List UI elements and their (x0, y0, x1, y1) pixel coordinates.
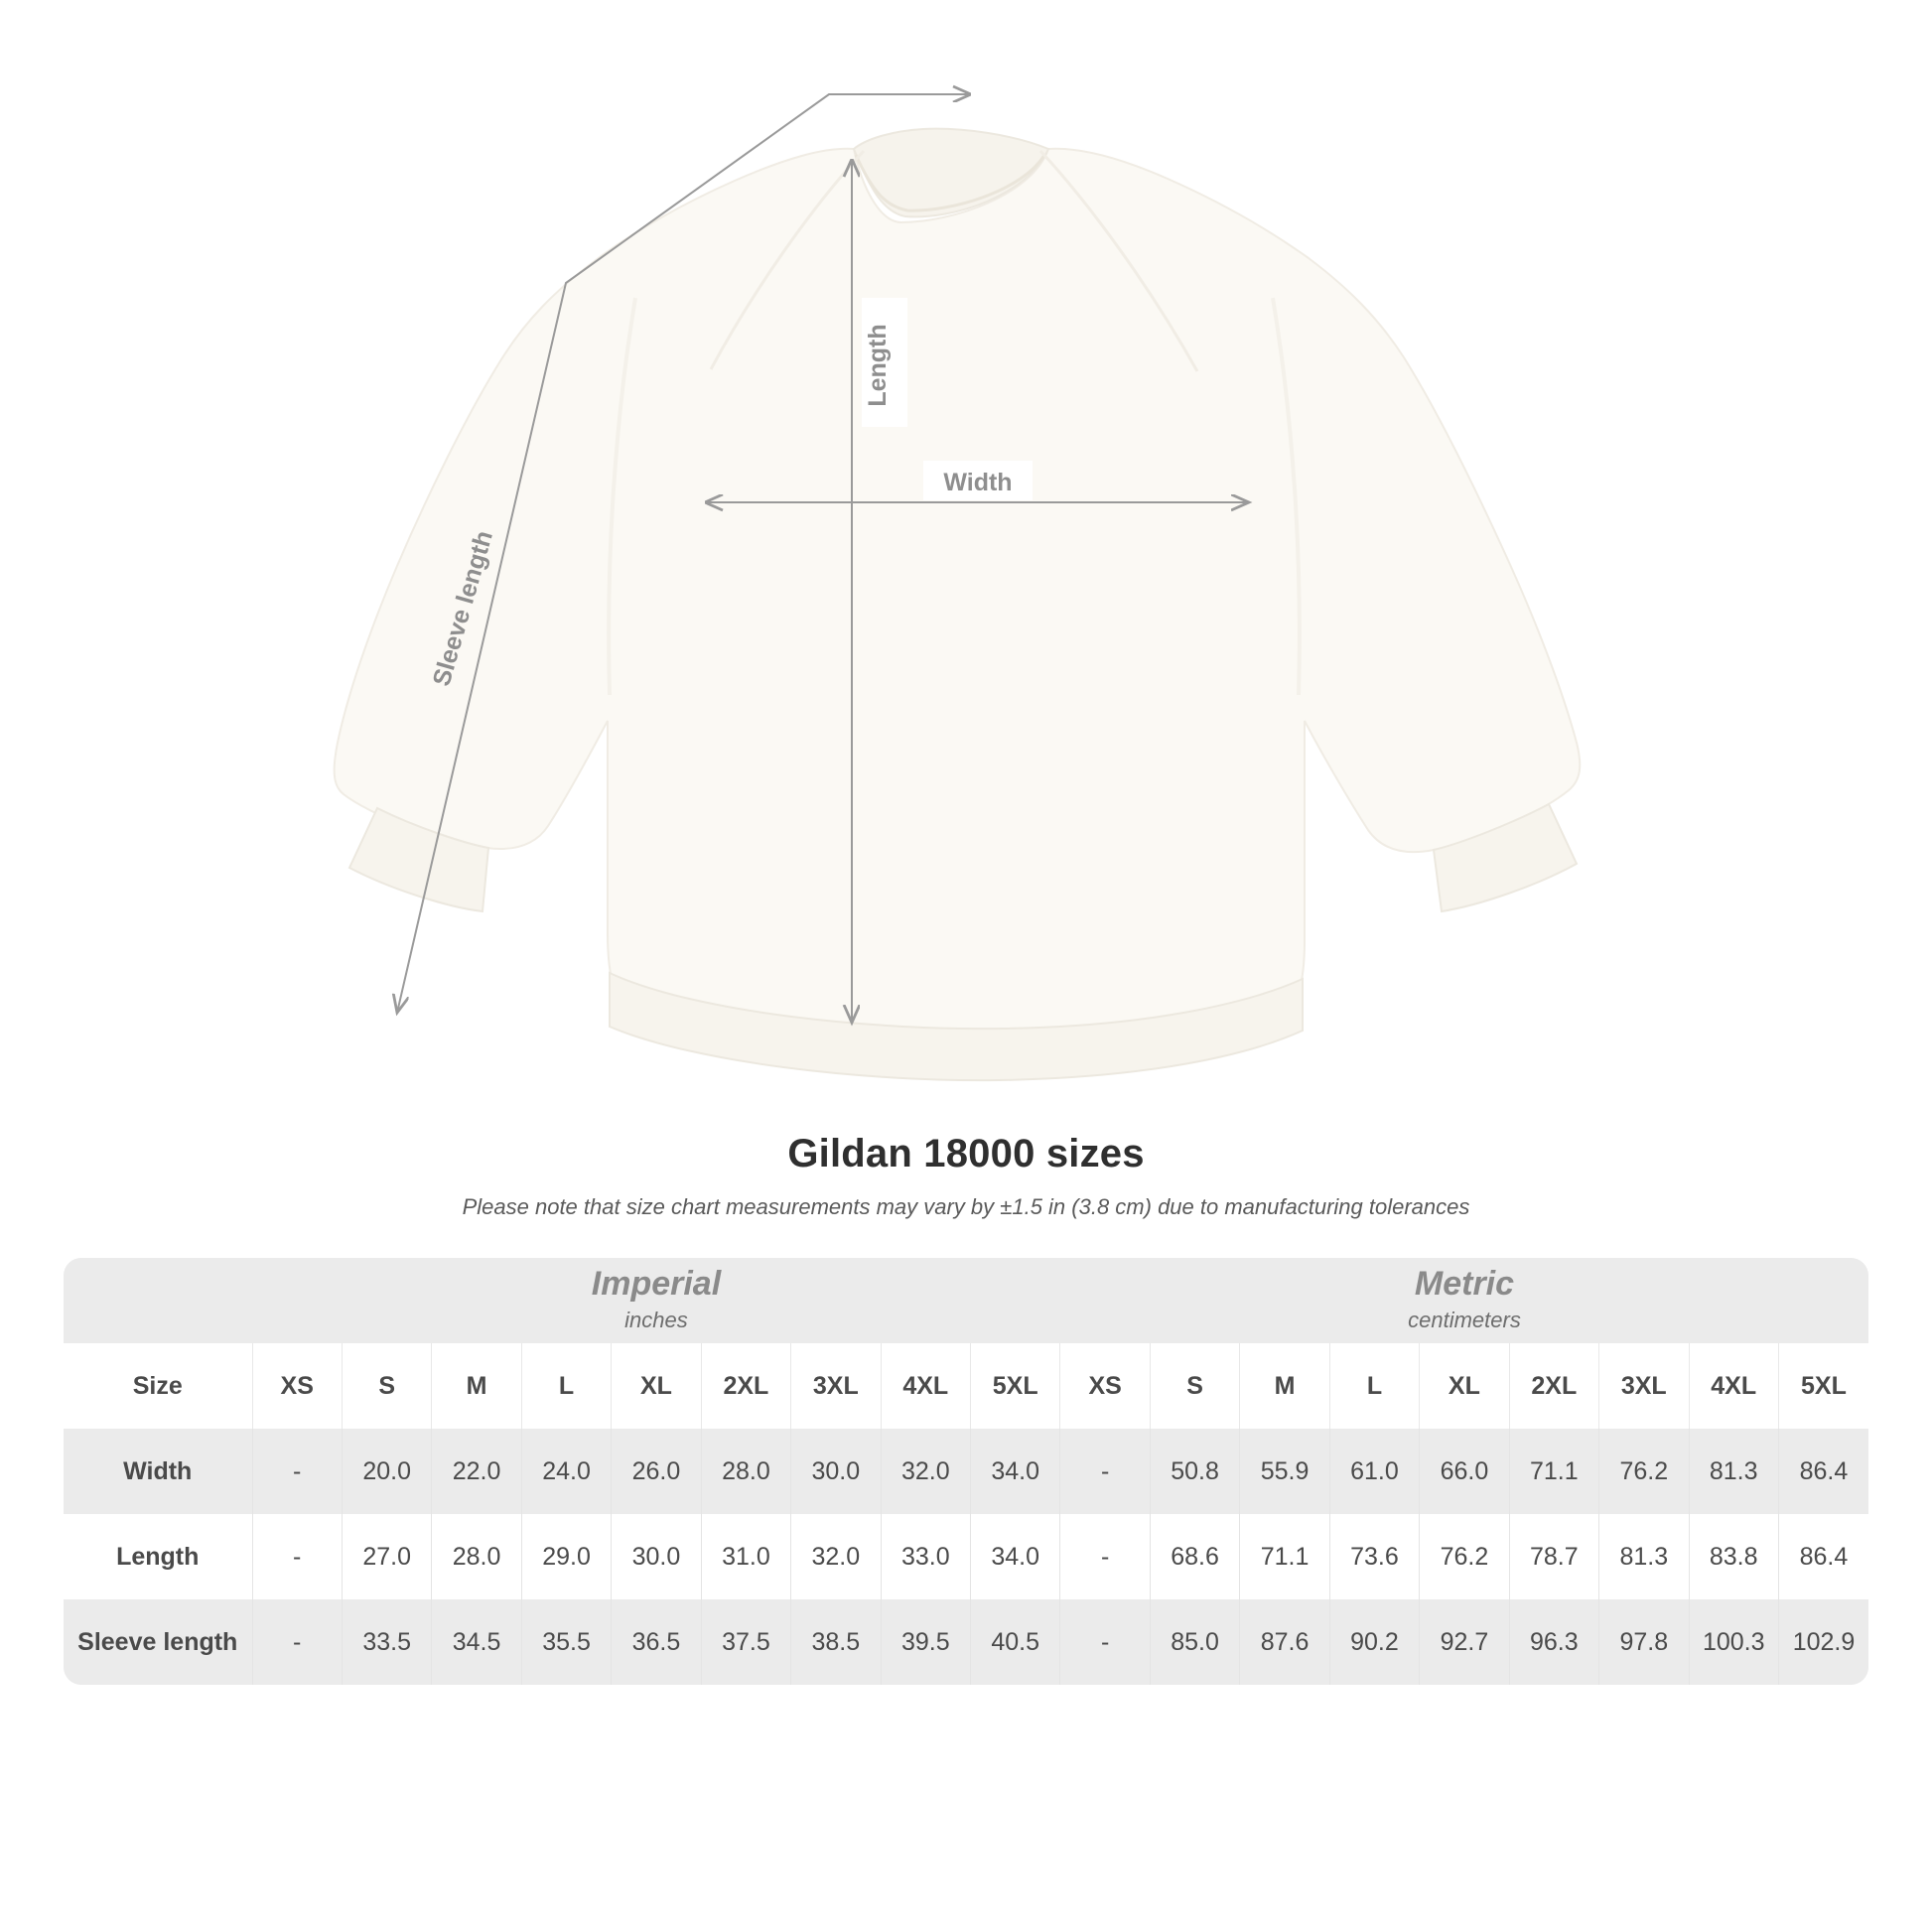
size-col-metric-2xl: 2XL (1509, 1343, 1598, 1429)
cell-sleeve-imperial-s: 33.5 (342, 1599, 431, 1685)
cell-sleeve-imperial-2xl: 37.5 (701, 1599, 790, 1685)
size-col-imperial-4xl: 4XL (881, 1343, 970, 1429)
cell-sleeve-metric-s: 85.0 (1150, 1599, 1239, 1685)
cell-length-metric-s: 68.6 (1150, 1514, 1239, 1599)
units-spacer (64, 1258, 252, 1343)
cell-width-metric-3xl: 76.2 (1599, 1429, 1689, 1514)
units-header-row (64, 1258, 1868, 1343)
size-table-wrapper (64, 1258, 1868, 1685)
cell-width-metric-m: 55.9 (1240, 1429, 1329, 1514)
size-col-metric-l: L (1329, 1343, 1419, 1429)
cell-sleeve-metric-l: 90.2 (1329, 1599, 1419, 1685)
cell-length-metric-5xl: 86.4 (1778, 1514, 1868, 1599)
size-col-imperial-s: S (342, 1343, 431, 1429)
cell-length-imperial-4xl: 33.0 (881, 1514, 970, 1599)
cell-width-imperial-5xl: 34.0 (971, 1429, 1060, 1514)
size-col-imperial-xs: XS (252, 1343, 342, 1429)
cell-sleeve-metric-xs: - (1060, 1599, 1150, 1685)
row-label-length: Length (64, 1514, 252, 1599)
size-col-imperial-5xl: 5XL (971, 1343, 1060, 1429)
size-col-metric-3xl: 3XL (1599, 1343, 1689, 1429)
row-label-sleeve-length: Sleeve length (64, 1599, 252, 1685)
size-col-metric-4xl: 4XL (1689, 1343, 1778, 1429)
cell-sleeve-metric-5xl: 102.9 (1778, 1599, 1868, 1685)
cell-sleeve-imperial-xs: - (252, 1599, 342, 1685)
cell-sleeve-metric-m: 87.6 (1240, 1599, 1329, 1685)
size-col-metric-xs: XS (1060, 1343, 1150, 1429)
size-header-label: Size (64, 1343, 252, 1429)
size-col-imperial-xl: XL (612, 1343, 701, 1429)
cell-length-metric-xs: - (1060, 1514, 1150, 1599)
cell-length-imperial-2xl: 31.0 (701, 1514, 790, 1599)
length-label: Length (864, 324, 892, 407)
cell-width-metric-xs: - (1060, 1429, 1150, 1514)
size-col-metric-s: S (1150, 1343, 1239, 1429)
sweatshirt-shape (335, 129, 1581, 1080)
cell-width-metric-l: 61.0 (1329, 1429, 1419, 1514)
width-label: Width (943, 469, 1013, 496)
imperial-subtitle: inches (624, 1308, 688, 1333)
table-row (64, 1514, 1868, 1599)
cell-length-metric-m: 71.1 (1240, 1514, 1329, 1599)
cell-sleeve-metric-3xl: 97.8 (1599, 1599, 1689, 1685)
cell-length-metric-l: 73.6 (1329, 1514, 1419, 1599)
chart-note: Please note that size chart measurements may vary by ±1.5 in (3.8 cm) due to manufacturing tolerances (462, 1194, 1470, 1219)
cell-width-imperial-4xl: 32.0 (881, 1429, 970, 1514)
cell-length-imperial-xs: - (252, 1514, 342, 1599)
row-label-width: Width (64, 1429, 252, 1514)
cell-width-imperial-2xl: 28.0 (701, 1429, 790, 1514)
cell-length-imperial-5xl: 34.0 (971, 1514, 1060, 1599)
size-col-metric-m: M (1240, 1343, 1329, 1429)
cell-sleeve-metric-2xl: 96.3 (1509, 1599, 1598, 1685)
cell-length-imperial-s: 27.0 (342, 1514, 431, 1599)
size-col-metric-5xl: 5XL (1778, 1343, 1868, 1429)
cell-width-metric-xl: 66.0 (1420, 1429, 1509, 1514)
cell-length-imperial-l: 29.0 (521, 1514, 611, 1599)
metric-title: Metric (1414, 1264, 1515, 1303)
cell-width-imperial-3xl: 30.0 (791, 1429, 881, 1514)
cell-length-imperial-3xl: 32.0 (791, 1514, 881, 1599)
imperial-header (252, 1258, 1060, 1343)
cell-width-imperial-l: 24.0 (521, 1429, 611, 1514)
size-col-imperial-3xl: 3XL (791, 1343, 881, 1429)
size-header-row (64, 1343, 1868, 1429)
cell-length-imperial-xl: 30.0 (612, 1514, 701, 1599)
cell-sleeve-imperial-4xl: 39.5 (881, 1599, 970, 1685)
table-row (64, 1429, 1868, 1514)
cell-length-metric-4xl: 83.8 (1689, 1514, 1778, 1599)
table-row (64, 1599, 1868, 1685)
cell-width-metric-4xl: 81.3 (1689, 1429, 1778, 1514)
metric-subtitle: centimeters (1408, 1308, 1521, 1333)
cell-length-metric-xl: 76.2 (1420, 1514, 1509, 1599)
cell-length-metric-2xl: 78.7 (1509, 1514, 1598, 1599)
cell-width-imperial-xs: - (252, 1429, 342, 1514)
cell-sleeve-metric-xl: 92.7 (1420, 1599, 1509, 1685)
size-col-metric-xl: XL (1420, 1343, 1509, 1429)
title-block (0, 1132, 1932, 1220)
size-table (64, 1258, 1868, 1685)
metric-header (1060, 1258, 1868, 1343)
size-col-imperial-l: L (521, 1343, 611, 1429)
cell-sleeve-imperial-5xl: 40.5 (971, 1599, 1060, 1685)
cell-width-metric-s: 50.8 (1150, 1429, 1239, 1514)
cell-sleeve-imperial-3xl: 38.5 (791, 1599, 881, 1685)
size-col-imperial-2xl: 2XL (701, 1343, 790, 1429)
cell-width-imperial-s: 20.0 (342, 1429, 431, 1514)
cell-sleeve-imperial-l: 35.5 (521, 1599, 611, 1685)
cell-length-metric-3xl: 81.3 (1599, 1514, 1689, 1599)
cell-width-metric-2xl: 71.1 (1509, 1429, 1598, 1514)
cell-sleeve-imperial-m: 34.5 (432, 1599, 521, 1685)
cell-width-metric-5xl: 86.4 (1778, 1429, 1868, 1514)
cell-width-imperial-m: 22.0 (432, 1429, 521, 1514)
cell-sleeve-imperial-xl: 36.5 (612, 1599, 701, 1685)
size-col-imperial-m: M (432, 1343, 521, 1429)
chart-title: Gildan 18000 sizes (787, 1132, 1145, 1175)
cell-width-imperial-xl: 26.0 (612, 1429, 701, 1514)
imperial-title: Imperial (591, 1264, 722, 1303)
cell-sleeve-metric-4xl: 100.3 (1689, 1599, 1778, 1685)
cell-length-imperial-m: 28.0 (432, 1514, 521, 1599)
sleeve-length-label: Sleeve length (427, 527, 498, 690)
